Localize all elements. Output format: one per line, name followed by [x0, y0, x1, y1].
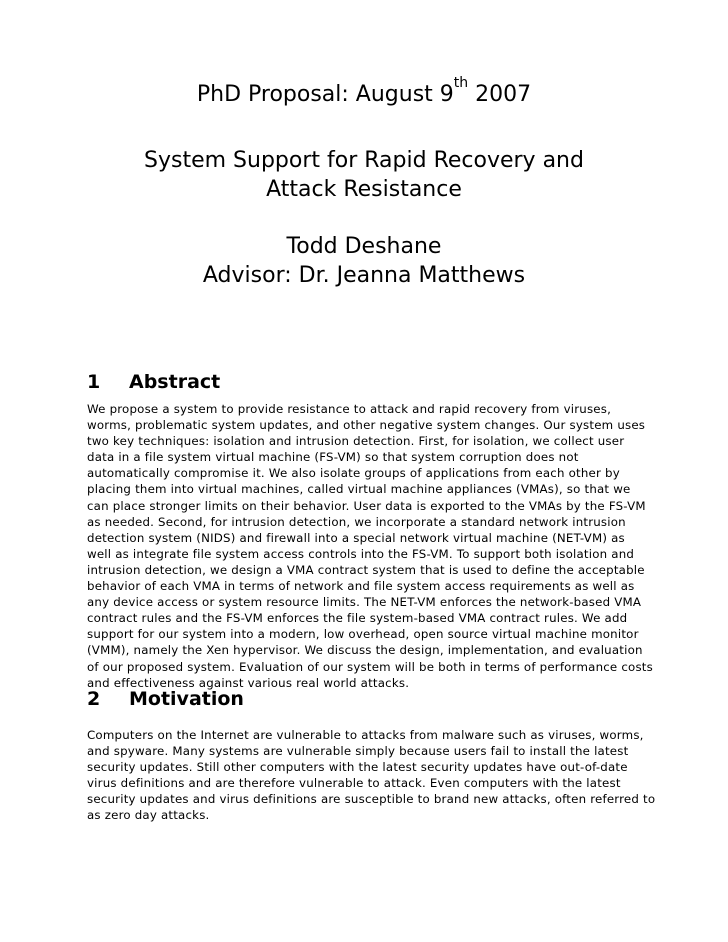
- paragraph-line: and spyware. Many systems are vulnerable simply because users fail to install the latest: [87, 744, 629, 759]
- paragraph-line: (VMM), namely the Xen hypervisor. We discuss the design, implementation, and evaluation: [87, 643, 643, 658]
- advisor-name: Advisor: Dr. Jeanna Matthews: [202, 263, 526, 288]
- motivation-paragraph: [87, 727, 656, 824]
- paragraph-line: of our proposed system. Evaluation of our system will be both in terms of performance costs: [87, 659, 653, 674]
- section-number: 2: [87, 688, 101, 710]
- paragraph-line: as zero day attacks.: [87, 808, 210, 823]
- title-line-1: System Support for Rapid Recovery and: [144, 148, 584, 173]
- date-ordinal-suffix: th: [453, 75, 469, 91]
- paragraph-line: two key techniques: isolation and intrusion detection. First, for isolation, we collect user: [87, 434, 625, 449]
- paragraph-line: can place stronger limits on their behavior. User data is exported to the VMAs by the FS-VM: [87, 498, 646, 513]
- paragraph-line: data in a file system virtual machine (FS-VM) so that system corruption does not: [87, 450, 579, 465]
- paragraph-line: placing them into virtual machines, called virtual machine appliances (VMAs), so that we: [87, 482, 631, 497]
- proposal-year: 2007: [468, 82, 532, 107]
- paragraph-line: security updates and virus definitions are susceptible to brand new attacks, often referred to: [87, 792, 656, 807]
- document-title: [0, 146, 728, 204]
- paragraph-line: well as integrate file system access controls into the FS-VM. To support both isolation and: [87, 546, 635, 561]
- section-title: Abstract: [129, 371, 221, 393]
- paragraph-line: contract rules and the FS-VM enforces the file system-based VMA contract rules. We add: [87, 611, 628, 626]
- paragraph-line: security updates. Still other computers with the latest security updates have out-of-date: [87, 760, 628, 775]
- proposal-date-line: [0, 75, 728, 110]
- paragraph-line: intrusion detection, we design a VMA contract system that is used to define the acceptable: [87, 562, 645, 577]
- section-title: Motivation: [129, 688, 244, 710]
- proposal-prefix: PhD Proposal: August 9: [196, 82, 454, 107]
- paragraph-line: behavior of each VMA in terms of network and file system access requirements as well as: [87, 579, 635, 594]
- title-line-2: Attack Resistance: [266, 177, 462, 202]
- paragraph-line: support for our system into a modern, low overhead, open source virtual machine monitor: [87, 627, 639, 642]
- paragraph-line: worms, problematic system updates, and other negative system changes. Our system uses: [87, 418, 646, 433]
- paragraph-line: detection system (NIDS) and firewall into a special network virtual machine (NET-VM) as: [87, 530, 625, 545]
- paragraph-line: and effectiveness against various real world attacks.: [87, 675, 410, 690]
- paragraph-line: as needed. Second, for intrusion detection, we incorporate a standard network intrusion: [87, 514, 626, 529]
- section-heading-abstract: [87, 370, 220, 394]
- paragraph-line: virus definitions and are therefore vulnerable to attack. Even computers with the latest: [87, 776, 621, 791]
- author-name: Todd Deshane: [286, 234, 442, 259]
- abstract-paragraph: [87, 401, 653, 691]
- paragraph-line: We propose a system to provide resistance to attack and rapid recovery from viruses,: [87, 402, 612, 416]
- paragraph-line: any device access or system resource limits. The NET-VM enforces the network-based VMA: [87, 595, 642, 610]
- section-number: 1: [87, 371, 101, 393]
- paragraph-line: Computers on the Internet are vulnerable to attacks from malware such as viruses, worms,: [87, 728, 644, 742]
- paragraph-line: automatically compromise it. We also isolate groups of applications from each other by: [87, 466, 620, 481]
- section-heading-motivation: [87, 687, 244, 711]
